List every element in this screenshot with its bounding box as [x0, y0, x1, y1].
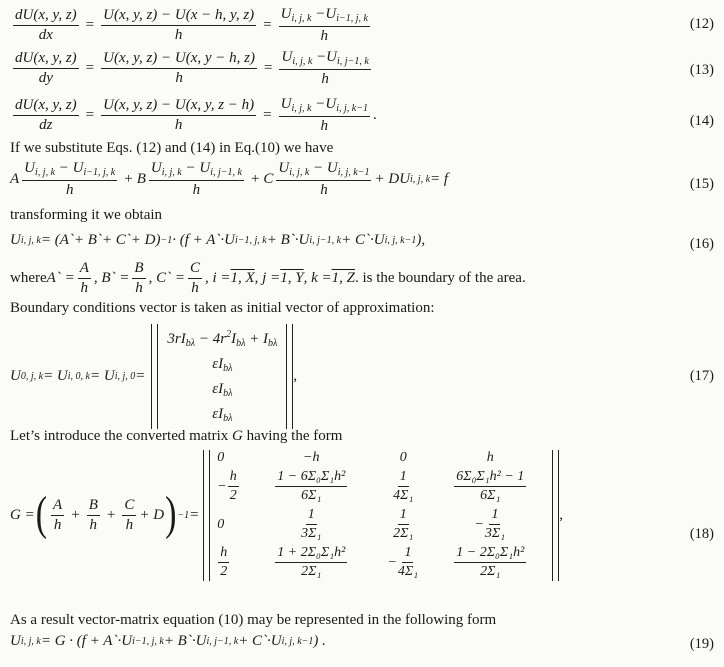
equation-number-15: (15): [689, 176, 714, 192]
vector-17: $3rI_{b\lambda} - 4r^2I_{b\lambda} + I_{b\lambda}$ $\varepsilon I_{b\lambda}$ $\varepsilon I_{b\lambda}$ $\varepsilon I_{b\lambda}$: [151, 324, 293, 429]
eq12-mid-fraction: $\frac{U(x, y, z) - U(x - h, y, z)}{h}$: [103, 6, 255, 43]
equation-16: U i, j, k = (A`+ B`+ C`+ D) −1 · (f + A`·U i−1, j, k + B`·U i, j−1, k + C`·U i, j, k−1 ),: [10, 232, 426, 248]
equation-number-18: (18): [689, 526, 714, 542]
paragraph-boundary-conditions: Boundary conditions vector is taken as initial vector of approximation:: [10, 300, 435, 316]
equation-number-12: (12): [689, 16, 714, 32]
equation-14: $\frac{dU(x, y, z)}{dz}$ = $\frac{U(x, y, z) - U(x, y, z - h)}{h}$ = $\frac{U_{i, j, k} -U_{i, j, k-1}}{h}$ .: [15, 96, 377, 134]
eq12-lhs-fraction: $\frac{dU(x, y, z)}{dx}$: [15, 6, 77, 43]
matrix-G: 0 −h 0 h − $\frac{h}{2}$ $\frac{\text{1 − 6Σ₀Σ₁h²}}{\text{6Σ₁}}$ $\frac{1}{\text{4Σ₁}}$ $\frac{\text{6Σ₀Σ₁h² − 1}}{\text{6Σ₁}}$ 0 $\frac{1}{\text{3Σ₁}}$ $\frac{1}{\text{2Σ₁}}$ − $\frac{1}{\text{3Σ₁}}$ $\frac{h}{2}$ $\frac{\text{1 + 2Σ₀Σ₁h²}}{\text{2Σ₁}}$ − $\frac{1}{\text{4Σ₁}}$ $\frac{\text{1 − 2Σ₀Σ₁h²}}{\text{2Σ₁}}$: [203, 450, 559, 581]
equation-17: U 0, j, k = U i, 0, k = U i, j, 0 = $3rI_{b\lambda} - 4r^2I_{b\lambda} + I_{b\lambda}$ $\varepsilon I_{b\lambda}$ $\varepsilon I_{b\lambda}$ $\varepsilon I_{b\lambda}$ ,: [10, 324, 615, 429]
equation-15: A $\frac{U_{i, j, k} - U_{i-1, j, k}}{h}$ + B $\frac{U_{i, j, k} - U_{i, j-1, k}}{h}$ + C $\frac{U_{i, j, k} - U_{i, j, k-1}}{h}$ + DU i, j, k = f: [10, 160, 449, 198]
equation-number-13: (13): [689, 62, 714, 78]
eq12-rhs-fraction: $\frac{U_{i, j, k} -U_{i-1, j, k}}{h}$: [280, 6, 368, 44]
paragraph-as-a-result: As a result vector-matrix equation (10) may be represented in the following form: [10, 612, 497, 628]
where-definitions: where A` = $\frac{A}{h}$ , B` = $\frac{B}{h}$ , C` = $\frac{C}{h}$ , i = 1, X , j = 1, Y , k = 1, Z . is the boundary of the area.: [10, 260, 526, 297]
equation-19: U i, j, k = G · (f + A`·U i−1, j, k + B`·U i, j−1, k + C`·U i, j, k−1 ) .: [10, 633, 326, 649]
equation-18: G = ( $\frac{A}{h}$ + $\frac{B}{h}$ + $\frac{C}{h}$ + D ) −1 = 0 −h 0 h − $\frac{h}{2}$ $\frac{\text{1 − 6Σ₀Σ₁h²}}{\text{6Σ₁}}$ $\frac{1}{\text{4Σ₁}}$ $\frac{\text{6Σ₀Σ₁h² − 1}}{\text{6Σ₁}}$ 0 $\frac{1}{\text{3Σ₁}}$ $\frac{1}{\text{2Σ₁}}$ − $\frac{1}{\text{3Σ₁}}$ $\frac{h}{2}$ $\frac{\text{1 + 2Σ₀Σ₁h²}}{\text{2Σ₁}}$ − $\frac{1}{\text{4Σ₁}}$ $\frac{\text{1 − 2Σ₀Σ₁h²}}{\text{2Σ₁}}$ ,: [10, 450, 564, 580]
equation-12: $\frac{dU(x, y, z)}{dx}$ = $\frac{U(x, y, z) - U(x - h, y, z)}{h}$ = $\frac{U_{i, j, k} -U_{i-1, j, k}}{h}$: [15, 6, 368, 44]
equation-number-17: (17): [689, 368, 714, 384]
equation-number-16: (16): [689, 236, 714, 252]
equation-number-19: (19): [689, 636, 714, 652]
paragraph-substitute: If we substitute Eqs. (12) and (14) in Eq.(10) we have: [10, 140, 334, 156]
equation-number-14: (14): [689, 113, 714, 129]
paragraph-transforming: transforming it we obtain: [10, 207, 163, 223]
paragraph-converted-matrix: Let’s introduce the converted matrix G having the form: [10, 428, 343, 444]
equation-13: $\frac{dU(x, y, z)}{dy}$ = $\frac{U(x, y, z) - U(x, y - h, z)}{h}$ = $\frac{U_{i, j, k} -U_{i, j-1, k}}{h}$: [15, 49, 369, 87]
